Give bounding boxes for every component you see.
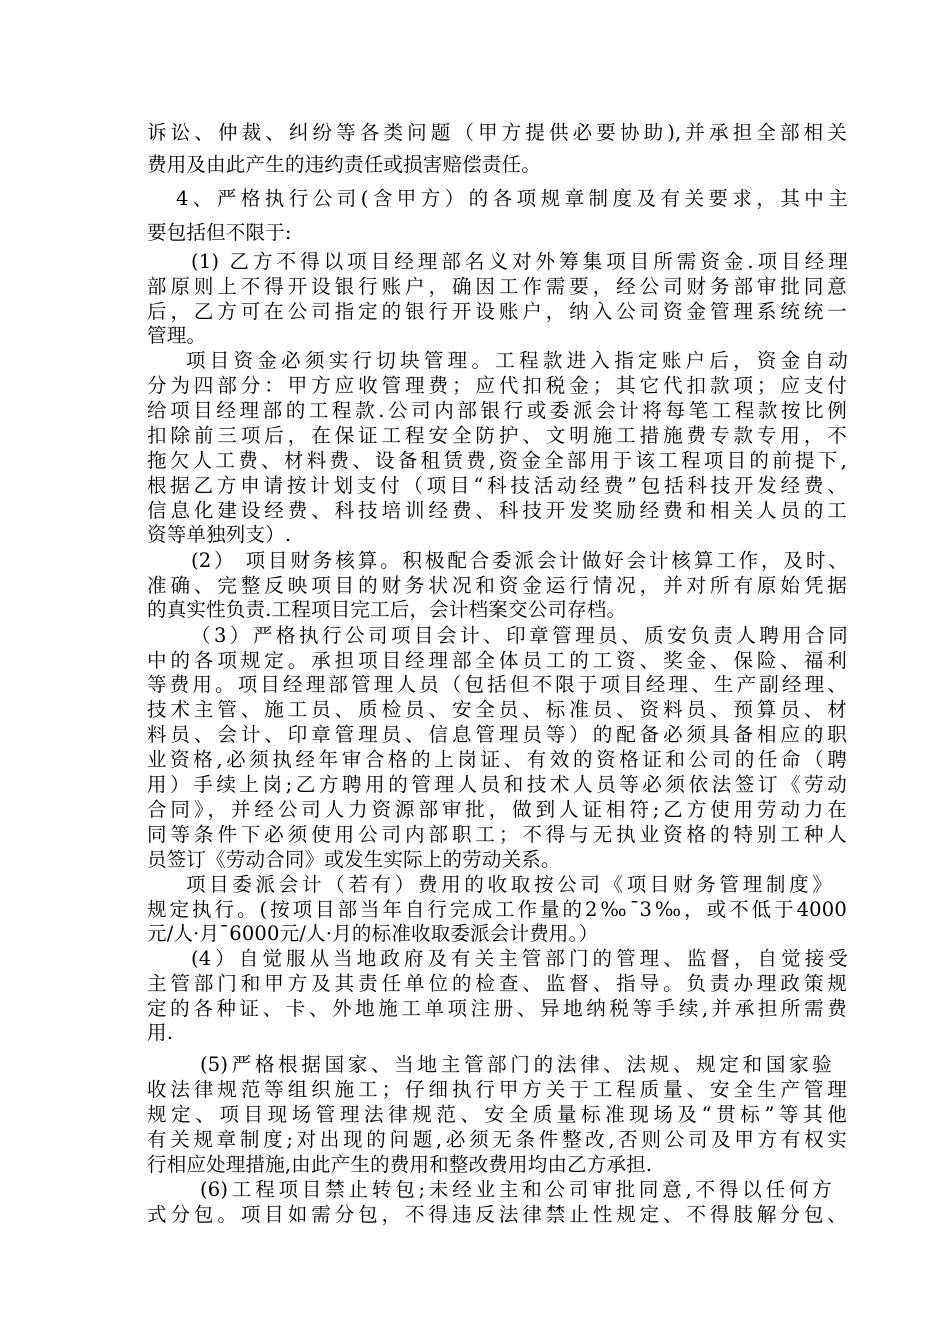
text-line: 管理。	[147, 324, 207, 347]
text-line: 用）手续上岗;乙方聘用的管理人员和技术人员等必须依法签订《劳动	[147, 773, 847, 796]
text-line: 诉讼、仲裁、纠纷等各类问题（甲方提供必要协助),并承担全部相关	[147, 121, 847, 144]
text-line: 收法律规范等组织施工；仔细执行甲方关于工程质量、安全生产管理	[147, 1078, 847, 1101]
text-line: 准确、完整反映项目的财务状况和资金运行情况，并对所有原始凭据	[147, 574, 847, 597]
text-line: 拖欠人工费、材料费、设备租赁费,资金全部用于该工程项目的前提下,	[147, 449, 847, 472]
text-line: 同等条件下必须使用公司内部职工；不得与无执业资格的特别工种人	[147, 823, 847, 846]
text-line: 料员、会计、印章管理员、信息管理员等）的配备必须具备相应的职	[147, 723, 847, 746]
text-line: 员签订《劳动合同》或发生实际上的劳动关系。	[147, 848, 561, 871]
text-line: 项目资金必须实行切块管理。工程款进入指定账户后，资金自动	[186, 349, 848, 372]
text-line: 中的各项规定。承担项目经理部全体员工的工资、奖金、保险、福利	[147, 649, 847, 672]
text-line: 主管部门和甲方及其责任单位的检查、监督、指导。负责办理政策规	[147, 972, 847, 995]
text-line: (1) 乙方不得以项目经理部名义对外筹集项目所需资金.项目经理	[191, 250, 848, 273]
text-line: 规定执行。(按项目部当年自行完成工作量的2‰¯3‰，或不低于4000	[147, 898, 847, 921]
text-line: 用.	[147, 1021, 174, 1044]
text-line: 合同》，并经公司人力资源部审批，做到人证相符;乙方使用劳动力在	[147, 798, 847, 821]
text-line: 行相应处理措施,由此产生的费用和整改费用均由乙方承担.	[147, 1153, 653, 1176]
text-line: 分为四部分：甲方应收管理费；应代扣税金；其它代扣款项；应支付	[147, 374, 847, 397]
text-line: 给项目经理部的工程款.公司内部银行或委派会计将每笔工程款按比例	[147, 399, 847, 422]
text-line: 资等单独列支）.	[147, 523, 292, 546]
text-line: 式分包。项目如需分包，不得违反法律禁止性规定、不得肢解分包、	[147, 1203, 847, 1226]
text-line: 项目委派会计（若有）费用的收取按公司《项目财务管理制度》	[186, 873, 832, 896]
text-line: 定的各种证、卡、外地施工单项注册、异地纳税等手续,并承担所需费	[147, 997, 847, 1020]
text-line: （3）严格执行公司项目会计、印章管理员、质安负责人聘用合同	[191, 624, 848, 647]
text-line: 后，乙方可在公司指定的银行开设账户，纳入公司资金管理系统统一	[147, 300, 847, 323]
text-line: (5)严格根据国家、当地主管部门的法律、法规、规定和国家验	[200, 1053, 832, 1076]
text-line: 扣除前三项后，在保证工程安全防护、文明施工措施费专款专用，不	[147, 424, 847, 447]
text-line: 元/人·月¯6000元/人·月的标准收取委派会计费用。）	[147, 922, 599, 945]
text-line: (4）自觉服从当地政府及有关主管部门的管理、监督，自觉接受	[191, 947, 848, 970]
text-line: 要包括但不限于:	[147, 221, 292, 244]
text-line: 有关规章制度;对出现的问题,必须无条件整改,否则公司及甲方有权实	[147, 1128, 847, 1151]
text-line: 技术主管、施工员、质检员、安全员、标准员、资料员、预算员、材	[147, 698, 847, 721]
text-line: (6)工程项目禁止转包;未经业主和公司审批同意,不得以任何方	[200, 1178, 832, 1201]
text-line: 4、严格执行公司(含甲方）的各项规章制度及有关要求，其中主	[176, 187, 848, 210]
text-line: 费用及由此产生的违约责任或损害赔偿责任。	[147, 153, 542, 176]
text-line: 根据乙方申请按计划支付（项目“科技活动经费”包括科技开发经费、	[147, 474, 847, 497]
text-line: (2） 项目财务核算。积极配合委派会计做好会计核算工作，及时、	[191, 549, 848, 572]
text-line: 业资格,必须执经年审合格的上岗证、有效的资格证和公司的任命（聘	[147, 748, 847, 771]
text-line: 的真实性负责.工程项目完工后，会计档案交公司存档。	[147, 598, 627, 621]
text-line: 部原则上不得开设银行账户，确因工作需要，经公司财务部审批同意	[147, 275, 847, 298]
text-line: 规定、项目现场管理法律规范、安全质量标准现场及“贯标”等其他	[147, 1103, 847, 1126]
text-line: 信息化建设经费、科技培训经费、科技开发奖励经费和相关人员的工	[147, 499, 847, 522]
text-line: 等费用。项目经理部管理人员（包括但不限于项目经理、生产副经理、	[147, 673, 847, 696]
